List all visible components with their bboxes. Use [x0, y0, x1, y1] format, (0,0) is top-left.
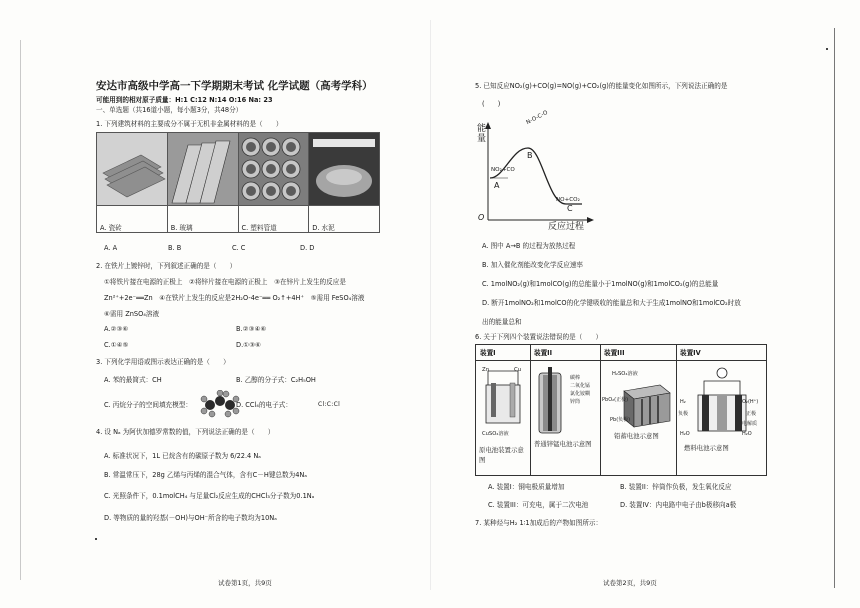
q6-device-table [475, 344, 767, 476]
q5-option-d-line1: D. 断开1molNO₂和1molCO的化学键吸收的能量总和大于生成1molNO和1molCO₂时放 [482, 299, 741, 307]
cement-photo [309, 133, 379, 205]
pb-label: Pb(负极) [610, 417, 631, 423]
h2o-right-label: H₂O [742, 431, 752, 437]
energy-diagram [470, 112, 600, 236]
atomic-masses: 可能用到的相对原子质量：H:1 C:12 N:14 O:16 Na: 23 [96, 96, 273, 104]
q6-option-a: A. 装置I：铜电极质量增加 [488, 483, 565, 491]
q3-option-b: B. 乙醇的分子式：C₂H₅OH [236, 376, 316, 384]
page-fold [430, 20, 431, 590]
q5-stem: 5. 已知反应NO₂(g)+CO(g)=NO(g)+CO₂(g)的能量变化如图所示，下列说法正确的是 [475, 82, 728, 90]
propane-model-image [200, 390, 240, 418]
caption-c: C. 塑料管道 [239, 204, 310, 232]
q3-option-c: C. 丙烷分子的空间填充模型： [104, 401, 192, 409]
q6-option-d: D. 装置IV：内电路中电子由b极移向a极 [620, 501, 737, 509]
q1-caption-row [96, 204, 380, 233]
dry-cell-image [536, 367, 566, 437]
q4-stem: 4. 设 Nₐ 为阿伏加德罗常数的值，下列说法正确的是（ ） [96, 428, 275, 436]
scan-edge-left [20, 40, 21, 580]
q2-option-c: C.①④⑤ [104, 341, 129, 349]
q1-option-b: B. B [168, 244, 182, 252]
q2-line3: ⑥需用 ZnSO₄溶液 [104, 310, 160, 318]
point-b-label: B [527, 151, 533, 160]
q5-option-a: A. 图中 A→B 的过程为放热过程 [482, 242, 576, 250]
device-2-caption: 普通锌锰电池示意图 [534, 440, 592, 448]
negative-electrode-label: 负极 [678, 411, 689, 417]
q4-option-c: C. 光照条件下，0.1molCH₄ 与足量Cl₂反应生成的CHCl₃分子数为0.1Nₐ [104, 492, 315, 500]
q2-option-a: A.②③⑥ [104, 325, 129, 333]
reactants-label: NO₂+CO [491, 167, 515, 173]
transition-state-label: N-O-C-O [525, 109, 549, 127]
q2-line2: Zn²⁺+2e⁻══Zn ④在铁片上发生的反应是2H₂O-4e⁻══ O₂↑+4H⁺ ⑤需用 FeSO₄溶液 [104, 294, 365, 302]
h2o-left-label: H₂O [680, 431, 690, 437]
electrolyte-label: 电解质 [742, 421, 758, 427]
q1-option-a: A. A [104, 244, 118, 252]
x-axis-label: 反应过程 [548, 222, 585, 232]
ccl4-electron-formula: Cl:C:Cl [318, 401, 341, 408]
dry-label-2: 二氧化锰 [570, 383, 591, 389]
q1-option-c: C. C [232, 244, 246, 252]
device-3-cell [600, 345, 677, 475]
q4-option-b: B. 常温常压下，28g 乙烯与丙烯的混合气体，含有C－H键总数为4Nₐ [104, 471, 307, 479]
dry-label-4: 锌筒 [570, 399, 581, 405]
q5-option-c: C. 1molNO₂(g)和1molCO(g)的总能量小于1molNO(g)和1molCO₂(g)的总能量 [482, 280, 719, 288]
h2-label: H₂ [680, 399, 686, 405]
plastic-pipes-photo [239, 133, 310, 205]
device-1-caption: 原电池装置示意图 [479, 446, 524, 464]
q2-option-b: B.②③④⑥ [236, 325, 267, 333]
device-2-head: 装置II [530, 345, 600, 361]
q5-blank: ( ) [482, 100, 501, 108]
h2so4-label: H₂SO₄溶液 [612, 371, 638, 377]
positive-electrode-label: 正极 [746, 411, 757, 417]
glass-photo [168, 133, 239, 205]
caption-b: B. 玻璃 [168, 204, 239, 232]
device-4-head: 装置IV [676, 345, 766, 361]
scan-speck [826, 48, 828, 50]
section-heading: 一、单选题（共16道小题，每小题3分，共48分） [96, 106, 243, 114]
zn-label: Zn [482, 367, 490, 373]
galvanic-cell-image [480, 365, 526, 435]
point-c-label: C [567, 204, 573, 213]
q1-option-d: D. D [300, 244, 315, 252]
device-3-caption: 铅蓄电池示意图 [614, 432, 659, 440]
caption-a: A. 瓷砖 [97, 204, 168, 232]
q3-option-a: A. 苯的最简式：CH [104, 376, 162, 384]
device-1-head: 装置I [476, 345, 530, 361]
o2-label: O₂(H⁺) [742, 399, 759, 405]
device-4-caption: 燃料电池示意图 [684, 444, 729, 452]
q1-stem: 1. 下列建筑材料的主要成分不属于无机非金属材料的是（ ） [96, 120, 283, 128]
origin-label: O [478, 213, 485, 222]
products-label: NO+CO₂ [556, 197, 580, 203]
dry-label-1: 碳棒 [570, 375, 581, 381]
device-1-cell [476, 345, 531, 475]
q5-option-b: B. 加入催化剂能改变化学反应速率 [482, 261, 584, 269]
left-footer: 试卷第1页，共9页 [218, 579, 272, 587]
tiles-photo [97, 133, 168, 205]
q6-stem: 6. 关于下列四个装置说法错误的是（ ） [475, 333, 603, 341]
q1-image-row [96, 132, 380, 206]
q6-option-c: C. 装置III：可充电，属于二次电池 [488, 501, 589, 509]
q7-stem: 7. 某种烃与H₂ 1∶1加成后的产物如图所示： [475, 519, 603, 527]
q4-option-d: D. 等物质的量的羟基(－OH)与OH⁻所含的电子数均为10Nₐ [104, 514, 277, 522]
pbo2-label: PbO₂(正极) [602, 397, 629, 403]
q2-option-d: D.①③⑥ [236, 341, 261, 349]
device-3-head: 装置III [600, 345, 676, 361]
q6-option-b: B. 装置II：锌筒作负极，发生氧化反应 [620, 483, 732, 491]
q2-line1: ①将铁片接在电源的正极上 ②将锌片接在电源的正极上 ③在锌片上发生的反应是 [104, 278, 346, 286]
q3-stem: 3. 下列化学用语或图示表达正确的是（ ） [96, 358, 230, 366]
exam-title: 安达市高级中学高一下学期期末考试 化学试题（高考学科） [96, 80, 373, 92]
y-axis-label: 能量 [477, 124, 487, 144]
device-2-cell [530, 345, 601, 475]
caption-d: D. 水泥 [312, 224, 335, 232]
right-footer: 试卷第2页，共9页 [603, 579, 657, 587]
dry-label-3: 氯化铵糊 [570, 391, 591, 397]
device-4-cell [676, 345, 766, 475]
point-a-label: A [494, 181, 500, 190]
scan-edge-right [834, 28, 835, 588]
cu-label: Cu [514, 367, 522, 373]
q3-option-d: D. CCl₄的电子式： [236, 401, 292, 409]
q4-option-a: A. 标准状况下，1L 已烷含有的碳原子数为 6/22.4 Nₐ [104, 452, 261, 460]
q5-option-d-line2: 出的能量总和 [482, 318, 522, 326]
scan-speck [95, 538, 97, 540]
q2-stem: 2. 在铁片上镀锌时，下列叙述正确的是（ ） [96, 262, 237, 270]
cuso4-label: CuSO₄溶液 [482, 431, 509, 437]
